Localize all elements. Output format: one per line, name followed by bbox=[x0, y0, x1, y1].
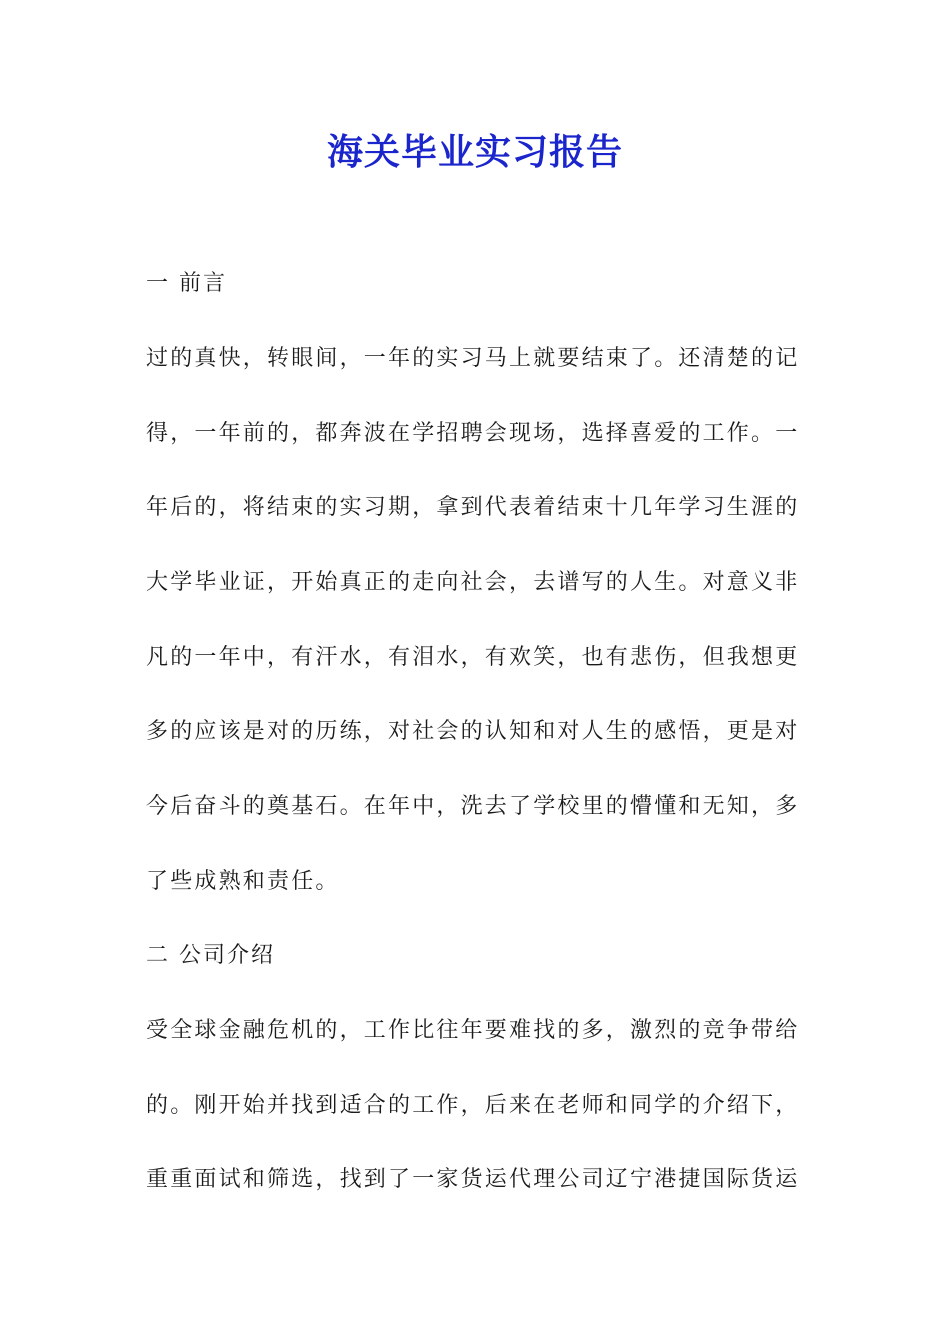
paragraph-line: 了些成熟和责任。 bbox=[146, 869, 340, 894]
paragraph-line: 年后的，将结束的实习期，拿到代表着结束十几年学习生涯的 bbox=[146, 495, 800, 520]
section-heading-preface: 一 前言 bbox=[146, 271, 227, 296]
paragraph-line: 受全球金融危机的，工作比往年要难找的多，激烈的竞争带给 bbox=[146, 1018, 800, 1043]
paragraph-line: 多的应该是对的历练，对社会的认知和对人生的感悟，更是对 bbox=[146, 719, 800, 744]
paragraph-line: 今后奋斗的奠基石。在年中，洗去了学校里的懵懂和无知，多 bbox=[146, 794, 800, 819]
document-title: 海关毕业实习报告 bbox=[326, 132, 623, 173]
paragraph-line: 重重面试和筛选，找到了一家货运代理公司辽宁港捷国际货运 bbox=[146, 1167, 800, 1192]
paragraph-line: 凡的一年中，有汗水，有泪水，有欢笑，也有悲伤，但我想更 bbox=[146, 645, 800, 670]
paragraph-line: 过的真快，转眼间，一年的实习马上就要结束了。还清楚的记 bbox=[146, 346, 800, 371]
section-heading-company: 二 公司介绍 bbox=[146, 943, 275, 968]
paragraph-line: 得，一年前的，都奔波在学招聘会现场，选择喜爱的工作。一 bbox=[146, 421, 800, 446]
paragraph-line: 大学毕业证，开始真正的走向社会，去谱写的人生。对意义非 bbox=[146, 570, 800, 595]
paragraph-line: 的。刚开始并找到适合的工作，后来在老师和同学的介绍下， bbox=[146, 1093, 800, 1118]
